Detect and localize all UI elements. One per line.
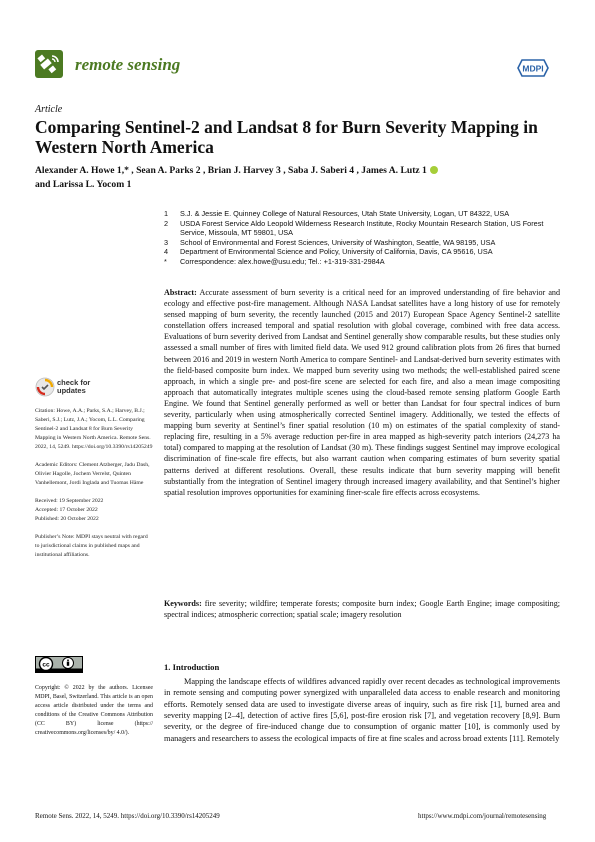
affiliation-1: 1 S.J. & Jessie E. Quinney College of Natural Resources, Utah State University, Logan, UT 84322, USA [164, 209, 510, 218]
sidebar [35, 407, 153, 569]
article-type: Article [35, 104, 63, 115]
authors-line-1[interactable]: Alexander A. Howe 1,* , Sean A. Parks 2 , Brian J. Harvey 3 , Saba J. Saberi 4 , James A. Lutz 1 [35, 165, 427, 176]
mdpi-logo-text: MDPI [522, 63, 544, 74]
affiliation-2: 2 USDA Forest Service Aldo Leopold Wilderness Research Institute, Rocky Mountain Research Station, US Forest Service, Missoula, MT 59801, USA [164, 218, 544, 238]
check-updates-icon [35, 377, 55, 397]
affiliations [164, 209, 564, 267]
citation[interactable]: Citation: Howe, A.A.; Parks, S.A.; Harvey, B.J.; Saberi, S.J.; Lutz, J.A.; Yocom, L.L. Comparing Sentinel-2 and Landsat 8 for Burn Severity Mapping in Western North America. Remote Sens. 2022, 14, 5249. https://doi.org/10.3390/rs14205249 [35, 408, 153, 450]
affiliation-3: 3 School of Environmental and Forest Sciences, University of Washington, Seattle, WA 98195, USA [164, 237, 496, 247]
author-list [35, 164, 565, 192]
check-for-updates-button[interactable] [35, 377, 105, 399]
affiliation-4: 4 Department of Environmental Science and Policy, University of California, Davis, CA 95616, USA [164, 247, 493, 257]
introduction-paragraph: Mapping the landscape effects of wildfires advanced rapidly over recent decades as technological improvements in remote sensing and computing power synergized with unparalleled data access to enable research and monitoring efforts. Remotely sensed data are used to investigate diverse areas of inquiry, such as fire risk [1], burned area and severity mapping [2–4], detection of active fires [5,6], post-fire erosion risk [7], and vegetation recovery [8,9]. Burn severity, or the degree of fire-induced change due to consumption of organic matter [10], is commonly used by managers and researchers to assess the ecological impacts of fire at fine scales and across broad extents [11]. Remotely [164, 677, 560, 743]
section-heading-introduction: 1. Introduction [164, 662, 220, 672]
academic-editors: Academic Editors: Clement Atzberger, Jadu Dash, Olivier Hagolle, Jochem Verrelst, Quinten Vanhellemont, Jordi Inglada and Tuomas Häme [35, 462, 150, 486]
keywords-label: Keywords: [164, 599, 202, 608]
keywords-text: fire severity; wildfire; temperate forests; composite burn index; Google Earth Engine; image compositing; spectral indices; atmospheric correction; spatial scale; imagery resolution [164, 599, 561, 620]
abstract-label: Abstract: [164, 288, 197, 297]
journal-logo-icon [35, 50, 63, 78]
abstract-text: Accurate assessment of burn severity is a critical need for an improved understanding of fire behavior and ecology and effective post-fire management. Although NASA Landsat satellites have a long history of use for remotely sensed mapping of burn severity, the recently launched (2015 and 2017) European Space Agency Sentinel-2 satellite constellation offers increased temporal and spatial resolution with global coverage, combined with free data access. Evaluations of burn severity derived from Landsat and Sentinel generally show comparable results, but these studies only assessed a small number of fires with limited field data. We used 912 ground calibration plots from 26 fires that burned between 2016 and 2019 in western North America to compare Sentinel- and Landsat-derived burn severity estimates with the field-based composite burn index. We mapped burn severity using two methods; the well-established paired scene approach, in which a single pre- and post-fire scene are selected for each fire, and also a mean image compositing approach that automatically integrates multiple scenes using the cloud-based remote sensing platform Google Earth Engine. We found that Sentinel generally performed as well or better than Landsat for four spectral indices of burn severity, particularly when using atmospherically corrected Sentinel imagery. Additionally, we tested the effects of mapping burn severity at Sentinel’s finer spatial resolution (10 m) on estimates of the spatial complexity of stand-replacing fire, resulting in a 5% average reduction per-fire in area mapped as high-severity patch interiors (24,273 ha total) compared to mapping at the resolution of Landsat (30 m). These findings suggest Sentinel may improve ecological discrimination of fine-scale fire effects, but also warrant caution when comparing estimates of burn severity spatial patterns derived at different resolutions. Overall, these results indicate that burn severity mapping will benefit substantially from the integration of Sentinel imagery through increased imagery availability, and that Sentinel’s higher spatial resolution improves opportunities for examining finer-scale fire effects across ecosystems. [164, 288, 560, 497]
abstract [164, 287, 560, 498]
accepted-date: Accepted: 17 October 2022 [35, 507, 98, 513]
cc-logo-text: cc [42, 661, 50, 669]
check-updates-line2: updates [57, 386, 86, 395]
copyright-notice: Copyright: © 2022 by the authors. Licensee MDPI, Basel, Switzerland. This article is an open access article distributed under the terms and conditions of the Creative Commons Attribution (CC BY) license (https:// creativecommons.org/licenses/by/ 4.0/). [35, 685, 153, 737]
journal-name: remote sensing [75, 55, 181, 74]
cc-by-license-icon[interactable] [35, 656, 83, 673]
orcid-icon[interactable] [430, 166, 438, 174]
authors-line-2[interactable]: and Larissa L. Yocom 1 [35, 179, 132, 190]
received-date: Received: 19 September 2022 [35, 498, 104, 504]
mdpi-logo-icon [516, 58, 550, 78]
correspondence: * Correspondence: alex.howe@usu.edu; Tel.: +1-319-331-2984A [164, 256, 385, 266]
published-date: Published: 20 October 2022 [35, 516, 99, 522]
footer-citation[interactable]: Remote Sens. 2022, 14, 5249. https://doi.org/10.3390/rs14205249 [35, 812, 220, 820]
footer-journal-url[interactable]: https://www.mdpi.com/journal/remotesensing [418, 812, 547, 820]
keywords [164, 598, 560, 620]
check-updates-line1: check for [57, 378, 91, 387]
article-title: Comparing Sentinel-2 and Landsat 8 for Burn Severity Mapping in Western North America [35, 117, 538, 157]
publisher-note: Publisher’s Note: MDPI stays neutral with regard to jurisdictional claims in published maps and institutional affiliations. [35, 534, 148, 558]
